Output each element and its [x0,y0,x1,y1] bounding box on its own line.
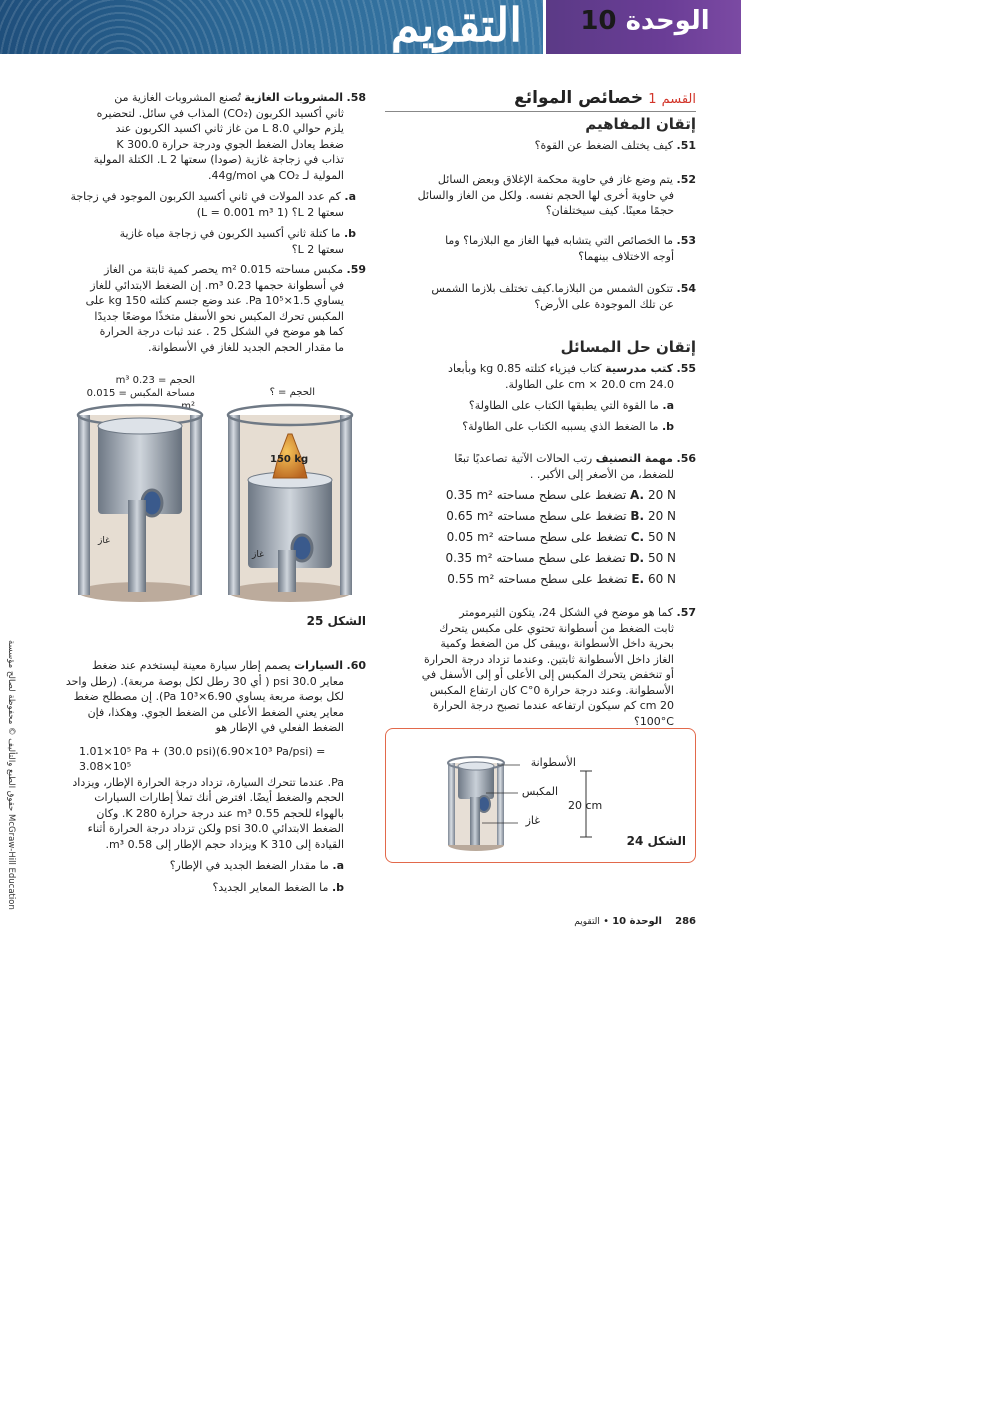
question-52 [400,172,696,219]
q55a-text: ما القوة التي يطبقها الكتاب على الطاولة؟ [468,399,659,412]
q56-option: A. 20 N تضغط على سطح مساحته 0.35 m² [445,488,676,502]
footer-unit: الوحدة 10 [612,916,662,927]
q60b-label: b. [331,880,344,894]
page-number: 286 [675,916,696,927]
q52-line: في حاوية أخرى لها الحجم نفسه. ولكل من الغاز والسائل [417,188,674,202]
q57-line: بحرية داخل الأسطوانة ،ويبقى كل من الضغط وكمية [440,637,674,650]
q52-number: 52. [676,173,696,186]
q58-line: ثاني أكسيد الكربون (CO₂) المذاب في سائل. لتحضيره [96,106,344,120]
q51-number: 51. [676,139,696,152]
unit-word: الوحدة [625,6,710,36]
q60-line: لكل بوصة مربعة يساوي 6.90×10³ Pa). إن مصطلح ضغط [73,690,344,703]
cylinder-wall-right [497,763,504,845]
q57-line: أو تنخفض يتحرك المكبس إلى الأعلى أو إلى الأسفل في [421,668,674,681]
q59-line: المكبس تحرك المكبس نحو الأسفل متخذًا موضعًا جديدًا [94,309,344,323]
q60-line: معاير 30.0 psi ( أي 30 رطل لكل بوصة مربعة). (رطل واحد [65,674,344,688]
page-footer [520,916,696,927]
section-divider [385,111,696,112]
q57-line: ثابت الضغط من أسطوانة تحتوي على مكبس يتحرك [439,621,674,635]
figure-25-illustration [70,400,360,605]
q54-number: 54. [676,282,696,295]
fig24-label-cylinder: الأسطوانة [530,756,576,769]
fig25-weight-label: 150 kg [270,454,309,465]
q55-number: 55. [676,362,696,375]
fig25-left-cylinder [78,405,202,602]
section-label: القسم [661,92,696,107]
q60-line: يصمم إطار سيارة معينة ليستخدم عند ضغط [91,659,291,672]
q56-option: D. 50 N تضغط على سطح مساحته 0.35 m² [445,551,676,565]
q60a-label: a. [332,859,344,872]
q57-line: 20 cm كم سيكون ارتفاعه عندما تصبح درجة الحرارة [432,699,674,712]
fig25-right-cylinder [228,405,352,602]
q53-number: 53. [676,234,696,247]
q59-line: ما مقدار الحجم الجديد للغاز في الأسطوانة. [147,340,344,354]
question-56 [400,451,696,482]
fig25-left-gas: غاز [98,536,110,546]
cylinder-wall-left [448,763,455,845]
q58-line: تذاب في زجاجة غازية (صودا) سعتها 2 L. الكتلة المولية [93,153,344,166]
q52-line: حجمًا معينًا. كيف سيختلفان؟ [545,204,674,217]
q55-line: كتاب فيزياء كتلته 0.85 kg وبأبعاد [448,362,602,375]
section-heading [385,88,696,108]
fig24-label-gas: غاز [525,814,540,827]
q59-line: في أسطوانة حجمها 0.23 m³. إن الضغط الابتدائي للغاز [90,278,344,292]
q54-line: عن تلك الموجودة على الأرض؟ [534,297,674,311]
section-number: 1 [648,92,657,107]
q56-option: B. 20 N تضغط على سطح مساحته 0.65 m² [446,509,676,523]
q56-line: رتب الحالات الآتية تصاعديًا تبعًا [454,452,593,465]
q56-option: E. 60 N تضغط على سطح مساحته 0.55 m² [447,572,676,586]
fig24-label-height: 20 cm [568,799,603,812]
q60-line: Pa. عندما تتحرك السيارة، تزداد درجة الحرارة الإطار، ويزداد [72,775,344,789]
q60b-text: ما الضغط المعاير الجديد؟ [212,880,329,894]
q58a-line: سعتها 2 L؟ (1 L = 0.001 m³) [196,205,344,219]
q53-line: ما الخصائص التي يتشابه فيها الغاز مع البلازما؟ وما [445,234,673,247]
q54-line: تتكون الشمس من البلازما.كيف تختلف بلازما الشمس [431,282,673,295]
q60-keyword: السيارات [294,659,343,672]
q58a-line: كم عدد المولات في ثاني أكسيد الكربون الموجود في زجاجة [70,190,341,203]
q58b-label: b. [343,227,356,240]
q59-line: مكبس مساحته 0.015 m² يحصر كمية ثابتة من الغاز [104,263,343,276]
q55b-text: ما الضغط الذي يسببه الكتاب على الطاولة؟ [462,419,659,433]
question-57 [400,605,696,729]
q60-line: القيادة إلى 310 K ويزداد حجم الإطار إلى 0.58 m³. [105,837,344,851]
q55-keyword: كتب مدرسية [605,362,673,375]
footer-section: التقويم [574,917,600,927]
q58-line: يلزم حوالي 8.0 L من غاز ثاني اكسيد الكربون عند [115,122,344,135]
q55a-label: a. [662,399,674,412]
question-58 [55,90,366,257]
q58a-label: a. [344,190,356,203]
q60-line: بالهواء للحجم 0.55 m³ عند درجة حرارة 280 K. وكان [96,806,344,820]
fig25-right-gas: غاز [252,550,264,560]
q60-formula: 1.01×10⁵ Pa + (30.0 psi)(6.90×10³ Pa/psi) = 3.08×10⁵ [79,744,326,773]
question-59 [55,262,366,355]
fig24-label-piston: المكبس [521,785,558,798]
fig25-right-volume: الحجم = ؟ [269,387,315,398]
q58-number: 58. [346,91,366,104]
q52-line: يتم وضع غاز في حاوية محكمة الإغلاق وبعض السائل [437,173,673,186]
q59-line: كما هو موضح في الشكل 25 . عند ثبات درجة الحرارة [99,325,344,338]
fig25-caption: الشكل 25 [306,614,366,628]
question-60 [55,658,366,895]
piston-rod [470,797,480,845]
piston-top [458,762,494,770]
q53-line: أوجه الاختلاف بينهما؟ [578,249,674,263]
q57-line: الغاز داخل الأسطوانة ثابتين. وعندما تزداد درجة الحرارة [423,652,674,666]
q56-line: للضغط، من الأصغر إلى الأكبر. . [529,467,674,481]
copyright-text: حقوق الطبع والتأليف © محفوظة لصالح مؤسسة McGraw-Hill Education [6,640,16,910]
q55b-label: b. [661,419,674,433]
q59-line: يساوي 1.5×10⁵ Pa. عند وضع جسم كتلته 150 kg على [85,294,344,307]
concepts-heading: إتقان المفاهيم [585,115,696,133]
q60a-text: ما مقدار الضغط الجديد في الإطار؟ [169,859,329,872]
q57-line: الأسطوانة. وعند درجة حرارة 0°C كان ارتفاع المكبس [429,683,674,697]
figure-24-box [385,728,696,863]
q58-line: تُصنع المشروبات الغازية من [114,91,241,104]
fig25-left-area: مساحة المكبس = 0.015 m² [86,388,195,412]
q56-options [420,485,676,589]
q60-number: 60. [346,659,366,672]
q58-keyword: المشروبات الغازية [244,91,343,104]
question-53 [400,233,696,264]
q56-keyword: مهمة التصنيف [595,452,673,465]
q58-line: ضغط يعادل الضغط الجوي ودرجة حرارة 300.0 K [116,137,344,151]
q59-number: 59. [346,263,366,276]
page-title: التقويم [390,0,522,52]
question-55 [400,361,696,434]
problems-heading: إتقان حل المسائل [560,338,696,356]
question-51 [400,138,696,154]
q60-line: الضغط الابتدائي 30.0 psi ولكن تزداد درجة الحرارة أثناء [87,822,344,835]
section-title: خصائص الموائع [514,88,644,108]
copyright-sidebar [2,640,20,910]
q58b-line: سعتها 2 L؟ [291,242,344,256]
q51-text: كيف يختلف الضغط عن القوة؟ [534,139,673,152]
q56-number: 56. [676,452,696,465]
fig24-caption: الشكل 24 [626,834,686,848]
q56-option: C. 50 N تضغط على سطح مساحته 0.05 m² [446,530,676,544]
q58-line: المولية لـ CO₂ هي 44g/mol. [208,168,344,182]
footer-dot: • [603,916,609,927]
unit-label [560,6,730,36]
question-54 [400,281,696,312]
q58b-line: ما كتلة ثاني أكسيد الكربون في زجاجة مياه غازية [119,227,341,240]
fig25-left-volume: الحجم = 0.23 m³ [115,375,195,386]
q55-line: 24.0 cm × 20.0 cm على الطاولة. [505,377,674,391]
q57-line: 100°C؟ [633,714,674,728]
q57-line: كما هو موضح في الشكل 24، يتكون الثيرمومتر [459,606,673,619]
unit-number: 10 [580,6,617,36]
q60-line: الحجم والضغط أيضًا. افترض أنك تملأ إطارات السيارات [94,791,344,804]
q57-number: 57. [676,606,696,619]
q60-line: الضغط الفعلي في الإطار هو [215,721,344,734]
q60-line: معاير يعني الضغط الأعلى من الضغط الجوي. وهكذا، فإن [87,705,344,719]
